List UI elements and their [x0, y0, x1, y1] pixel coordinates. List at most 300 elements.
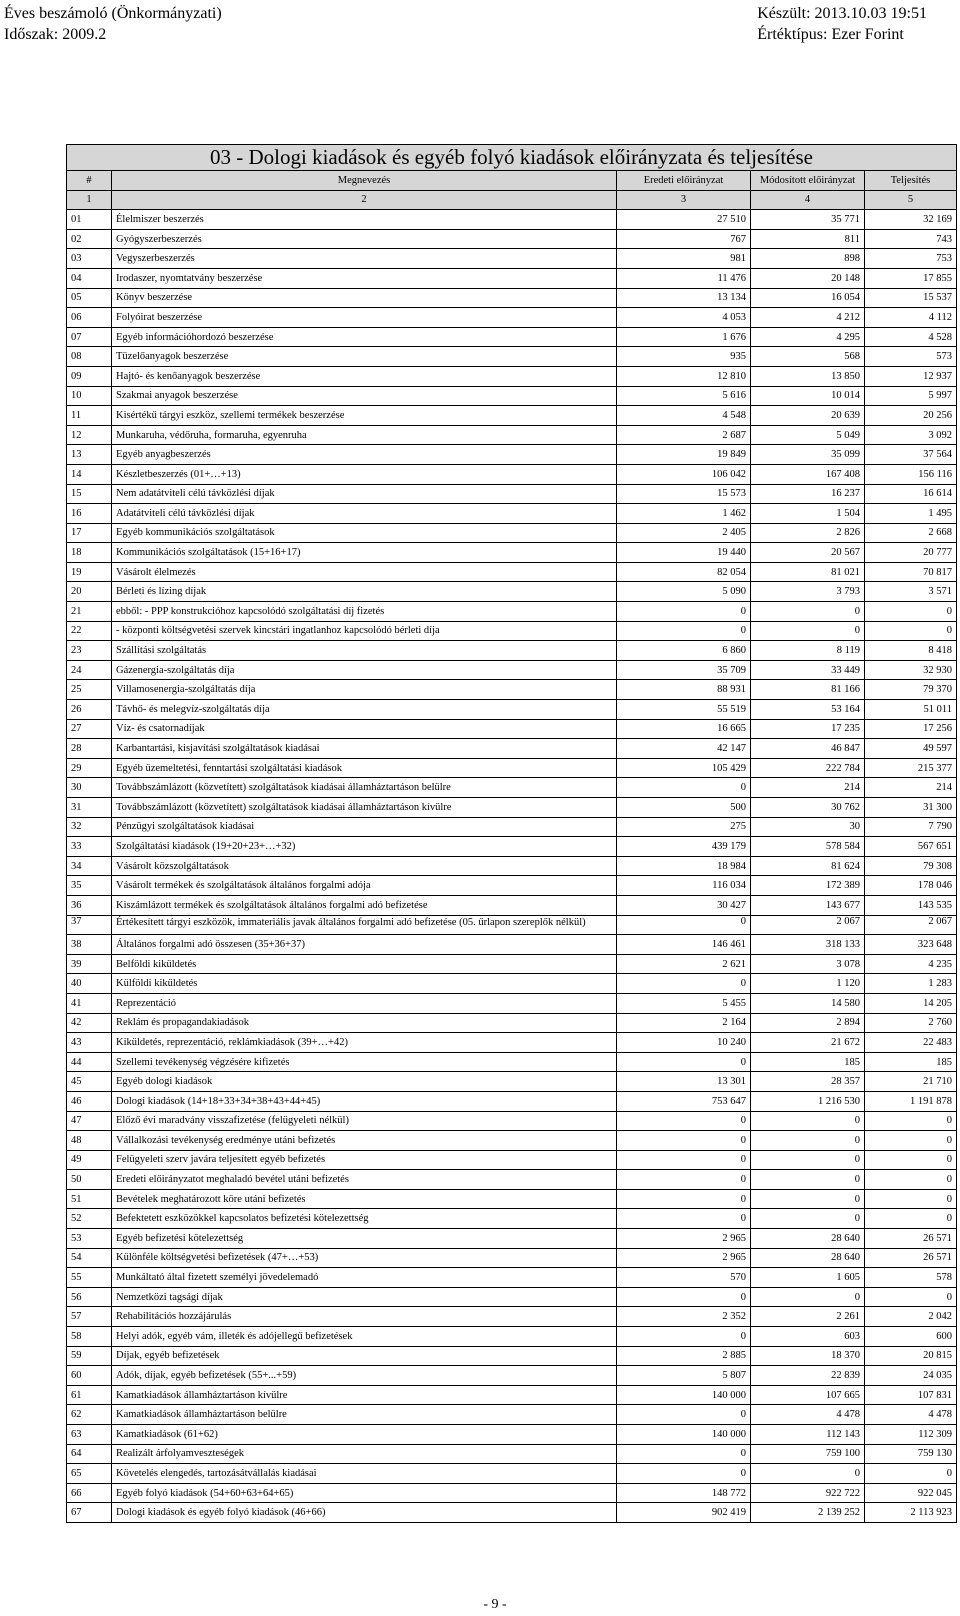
row-original-value: 439 179 [617, 837, 751, 857]
row-code: 17 [67, 523, 112, 543]
row-performance-value: 26 571 [865, 1248, 957, 1268]
row-code: 21 [67, 602, 112, 622]
table-row [67, 425, 957, 445]
table-row [67, 1425, 957, 1445]
row-performance-value: 24 035 [865, 1366, 957, 1386]
row-code: 16 [67, 504, 112, 524]
row-performance-value: 0 [865, 1287, 957, 1307]
row-original-value: 15 573 [617, 484, 751, 504]
column-header-code: # [67, 171, 112, 191]
row-name: Vállalkozási tevékenység eredménye utáni befizetés [112, 1131, 617, 1151]
row-code: 43 [67, 1033, 112, 1053]
row-code: 29 [67, 758, 112, 778]
row-original-value: 1 462 [617, 504, 751, 524]
row-code: 55 [67, 1268, 112, 1288]
row-original-value: 88 931 [617, 680, 751, 700]
row-original-value: 1 676 [617, 327, 751, 347]
row-code: 37 [67, 915, 112, 935]
row-code: 50 [67, 1170, 112, 1190]
row-performance-value: 14 205 [865, 993, 957, 1013]
row-name: Kiküldetés, reprezentáció, reklámkiadások (39+…+42) [112, 1033, 617, 1053]
table-row [67, 1444, 957, 1464]
column-number: 3 [617, 190, 751, 210]
value-type: Értéktípus: Ezer Forint [757, 26, 904, 43]
table-row [67, 288, 957, 308]
row-modified-value: 0 [751, 1209, 865, 1229]
row-code: 59 [67, 1346, 112, 1366]
row-name: Befektetett eszközökkel kapcsolatos befizetési kötelezettség [112, 1209, 617, 1229]
table-row [67, 464, 957, 484]
row-name: Vásárolt élelmezés [112, 562, 617, 582]
table-row [67, 347, 957, 367]
row-modified-value: 0 [751, 1287, 865, 1307]
row-code: 38 [67, 935, 112, 955]
row-modified-value: 14 580 [751, 993, 865, 1013]
row-original-value: 0 [617, 1327, 751, 1347]
row-modified-value: 0 [751, 621, 865, 641]
row-original-value: 27 510 [617, 210, 751, 230]
row-code: 60 [67, 1366, 112, 1386]
row-performance-value: 178 046 [865, 876, 957, 896]
row-name: Egyéb dologi kiadások [112, 1072, 617, 1092]
table-row [67, 504, 957, 524]
row-original-value: 0 [617, 1444, 751, 1464]
table-row [67, 895, 957, 915]
table-row [67, 1209, 957, 1229]
row-code: 15 [67, 484, 112, 504]
row-code: 23 [67, 641, 112, 661]
row-modified-value: 568 [751, 347, 865, 367]
row-modified-value: 2 067 [751, 915, 865, 935]
row-performance-value: 4 235 [865, 954, 957, 974]
row-original-value: 5 090 [617, 582, 751, 602]
row-performance-value: 600 [865, 1327, 957, 1347]
table-row [67, 1072, 957, 1092]
row-original-value: 19 440 [617, 543, 751, 563]
row-modified-value: 2 139 252 [751, 1503, 865, 1523]
row-performance-value: 215 377 [865, 758, 957, 778]
table-row [67, 993, 957, 1013]
row-name: Gázenergia-szolgáltatás díja [112, 660, 617, 680]
row-original-value: 2 965 [617, 1248, 751, 1268]
table-row [67, 837, 957, 857]
row-performance-value: 107 831 [865, 1385, 957, 1405]
row-modified-value: 20 639 [751, 406, 865, 426]
row-original-value: 0 [617, 1464, 751, 1484]
row-modified-value: 33 449 [751, 660, 865, 680]
row-name: Távhő- és melegvíz-szolgáltatás díja [112, 700, 617, 720]
row-performance-value: 17 256 [865, 719, 957, 739]
row-modified-value: 759 100 [751, 1444, 865, 1464]
row-name: - központi költségvetési szervek kincstári ingatlanhoz kapcsolódó bérleti díja [112, 621, 617, 641]
row-modified-value: 898 [751, 249, 865, 269]
row-name: Általános forgalmi adó összesen (35+36+37) [112, 935, 617, 955]
table-row [67, 700, 957, 720]
table-row [67, 210, 957, 230]
row-code: 05 [67, 288, 112, 308]
row-performance-value: 573 [865, 347, 957, 367]
table-row [67, 719, 957, 739]
row-modified-value: 17 235 [751, 719, 865, 739]
row-name: Tüzelőanyagok beszerzése [112, 347, 617, 367]
row-performance-value: 32 930 [865, 660, 957, 680]
row-name: Nem adatátviteli célú távközlési díjak [112, 484, 617, 504]
row-original-value: 902 419 [617, 1503, 751, 1523]
row-performance-value: 37 564 [865, 445, 957, 465]
row-original-value: 4 053 [617, 308, 751, 328]
table-row [67, 1405, 957, 1425]
row-code: 30 [67, 778, 112, 798]
row-name: Folyóirat beszerzése [112, 308, 617, 328]
column-number: 4 [751, 190, 865, 210]
table-row [67, 562, 957, 582]
row-performance-value: 2 113 923 [865, 1503, 957, 1523]
row-modified-value: 30 [751, 817, 865, 837]
row-performance-value: 323 648 [865, 935, 957, 955]
row-name: Díjak, egyéb befizetések [112, 1346, 617, 1366]
row-original-value: 4 548 [617, 406, 751, 426]
row-code: 54 [67, 1248, 112, 1268]
row-code: 20 [67, 582, 112, 602]
row-name: Adatátviteli célú távközlési díjak [112, 504, 617, 524]
row-modified-value: 112 143 [751, 1425, 865, 1445]
row-modified-value: 578 584 [751, 837, 865, 857]
row-name: Bérleti és lízing díjak [112, 582, 617, 602]
row-modified-value: 1 504 [751, 504, 865, 524]
row-performance-value: 578 [865, 1268, 957, 1288]
row-performance-value: 4 528 [865, 327, 957, 347]
row-code: 47 [67, 1111, 112, 1131]
row-performance-value: 31 300 [865, 798, 957, 818]
table-row [67, 915, 957, 935]
row-name: Karbantartási, kisjavítási szolgáltatások kiadásai [112, 739, 617, 759]
table-row [67, 484, 957, 504]
row-name: Élelmiszer beszerzés [112, 210, 617, 230]
row-original-value: 2 352 [617, 1307, 751, 1327]
row-modified-value: 2 826 [751, 523, 865, 543]
row-code: 42 [67, 1013, 112, 1033]
row-original-value: 0 [617, 1150, 751, 1170]
row-modified-value: 30 762 [751, 798, 865, 818]
row-original-value: 0 [617, 602, 751, 622]
row-performance-value: 17 855 [865, 268, 957, 288]
row-name: Kommunikációs szolgáltatások (15+16+17) [112, 543, 617, 563]
row-name: Dologi kiadások (14+18+33+34+38+43+44+45) [112, 1091, 617, 1111]
row-modified-value: 3 793 [751, 582, 865, 602]
row-performance-value: 3 571 [865, 582, 957, 602]
row-name: Kamatkiadások (61+62) [112, 1425, 617, 1445]
row-original-value: 5 616 [617, 386, 751, 406]
row-modified-value: 3 078 [751, 954, 865, 974]
row-performance-value: 0 [865, 1170, 957, 1190]
table-row [67, 523, 957, 543]
table-row [67, 798, 957, 818]
row-original-value: 106 042 [617, 464, 751, 484]
row-original-value: 981 [617, 249, 751, 269]
row-code: 46 [67, 1091, 112, 1111]
row-original-value: 570 [617, 1268, 751, 1288]
row-name: Helyi adók, egyéb vám, illeték és adójellegű befizetések [112, 1327, 617, 1347]
row-performance-value: 759 130 [865, 1444, 957, 1464]
column-number-row [67, 190, 957, 210]
row-modified-value: 167 408 [751, 464, 865, 484]
row-performance-value: 0 [865, 1189, 957, 1209]
row-modified-value: 0 [751, 602, 865, 622]
row-performance-value: 2 668 [865, 523, 957, 543]
table-row [67, 1268, 957, 1288]
row-name: Kiszámlázott termékek és szolgáltatások általános forgalmi adó befizetése [112, 895, 617, 915]
row-original-value: 30 427 [617, 895, 751, 915]
row-modified-value: 1 605 [751, 1268, 865, 1288]
row-performance-value: 112 309 [865, 1425, 957, 1445]
row-performance-value: 20 777 [865, 543, 957, 563]
row-code: 11 [67, 406, 112, 426]
table-row [67, 641, 957, 661]
row-name: Eredeti előirányzatot meghaladó bevétel utáni befizetés [112, 1170, 617, 1190]
row-original-value: 35 709 [617, 660, 751, 680]
row-performance-value: 143 535 [865, 895, 957, 915]
row-performance-value: 4 112 [865, 308, 957, 328]
row-name: Munkáltató által fizetett személyi jövedelemadó [112, 1268, 617, 1288]
row-performance-value: 1 495 [865, 504, 957, 524]
report-table [66, 144, 957, 1523]
row-modified-value: 81 021 [751, 562, 865, 582]
row-original-value: 140 000 [617, 1385, 751, 1405]
row-original-value: 13 301 [617, 1072, 751, 1092]
row-original-value: 2 687 [617, 425, 751, 445]
row-code: 19 [67, 562, 112, 582]
row-code: 33 [67, 837, 112, 857]
row-name: Reklám és propagandakiadások [112, 1013, 617, 1033]
column-header-row [67, 171, 957, 191]
row-original-value: 19 849 [617, 445, 751, 465]
row-code: 62 [67, 1405, 112, 1425]
row-performance-value: 21 710 [865, 1072, 957, 1092]
table-row [67, 543, 957, 563]
table-row [67, 229, 957, 249]
row-name: Egyéb anyagbeszerzés [112, 445, 617, 465]
created-timestamp: Készült: 2013.10.03 19:51 [757, 5, 927, 22]
table-row [67, 1111, 957, 1131]
table-row [67, 1307, 957, 1327]
row-performance-value: 0 [865, 1150, 957, 1170]
row-original-value: 2 965 [617, 1229, 751, 1249]
row-performance-value: 2 067 [865, 915, 957, 935]
table-row [67, 778, 957, 798]
row-performance-value: 743 [865, 229, 957, 249]
row-performance-value: 0 [865, 1111, 957, 1131]
row-name: Szállítási szolgáltatás [112, 641, 617, 661]
row-performance-value: 185 [865, 1052, 957, 1072]
row-name: Szellemi tevékenység végzésére kifizetés [112, 1052, 617, 1072]
row-performance-value: 567 651 [865, 837, 957, 857]
row-code: 61 [67, 1385, 112, 1405]
row-original-value: 0 [617, 1287, 751, 1307]
row-code: 63 [67, 1425, 112, 1445]
row-name: Szakmai anyagok beszerzése [112, 386, 617, 406]
row-modified-value: 185 [751, 1052, 865, 1072]
row-performance-value: 4 478 [865, 1405, 957, 1425]
table-row [67, 1366, 957, 1386]
row-modified-value: 35 099 [751, 445, 865, 465]
row-name: Kisértékű tárgyi eszköz, szellemi termékek beszerzése [112, 406, 617, 426]
table-row [67, 680, 957, 700]
row-original-value: 935 [617, 347, 751, 367]
row-performance-value: 79 370 [865, 680, 957, 700]
row-name: Felügyeleti szerv javára teljesített egyéb befizetés [112, 1150, 617, 1170]
row-modified-value: 35 771 [751, 210, 865, 230]
row-modified-value: 46 847 [751, 739, 865, 759]
row-original-value: 0 [617, 1405, 751, 1425]
table-row [67, 445, 957, 465]
row-modified-value: 81 624 [751, 856, 865, 876]
row-original-value: 0 [617, 1131, 751, 1151]
table-row [67, 1033, 957, 1053]
page-number: - 9 - [483, 1597, 507, 1612]
row-code: 27 [67, 719, 112, 739]
row-modified-value: 222 784 [751, 758, 865, 778]
table-row [67, 366, 957, 386]
row-performance-value: 922 045 [865, 1483, 957, 1503]
row-name: Egyéb folyó kiadások (54+60+63+64+65) [112, 1483, 617, 1503]
row-performance-value: 2 042 [865, 1307, 957, 1327]
row-code: 51 [67, 1189, 112, 1209]
report-header-left [4, 3, 222, 45]
row-original-value: 0 [617, 974, 751, 994]
table-row [67, 954, 957, 974]
row-code: 22 [67, 621, 112, 641]
table-row [67, 935, 957, 955]
row-performance-value: 79 308 [865, 856, 957, 876]
row-performance-value: 214 [865, 778, 957, 798]
row-code: 48 [67, 1131, 112, 1151]
row-performance-value: 156 116 [865, 464, 957, 484]
table-row [67, 249, 957, 269]
row-modified-value: 143 677 [751, 895, 865, 915]
row-original-value: 82 054 [617, 562, 751, 582]
row-name: Munkaruha, védőruha, formaruha, egyenruha [112, 425, 617, 445]
row-modified-value: 81 166 [751, 680, 865, 700]
row-performance-value: 753 [865, 249, 957, 269]
row-original-value: 0 [617, 1170, 751, 1190]
table-row [67, 1091, 957, 1111]
row-name: Víz- és csatornadíjak [112, 719, 617, 739]
row-modified-value: 214 [751, 778, 865, 798]
row-original-value: 2 885 [617, 1346, 751, 1366]
table-row [67, 1013, 957, 1033]
row-original-value: 0 [617, 915, 751, 935]
row-modified-value: 4 478 [751, 1405, 865, 1425]
column-header-original: Eredeti előirányzat [617, 171, 751, 191]
row-original-value: 0 [617, 1189, 751, 1209]
row-name: Különféle költségvetési befizetések (47+…+53) [112, 1248, 617, 1268]
table-row [67, 974, 957, 994]
row-performance-value: 49 597 [865, 739, 957, 759]
row-performance-value: 5 997 [865, 386, 957, 406]
row-original-value: 753 647 [617, 1091, 751, 1111]
row-original-value: 2 621 [617, 954, 751, 974]
row-performance-value: 22 483 [865, 1033, 957, 1053]
row-original-value: 42 147 [617, 739, 751, 759]
row-modified-value: 21 672 [751, 1033, 865, 1053]
row-name: Kamatkiadások államháztartáson belülre [112, 1405, 617, 1425]
row-code: 18 [67, 543, 112, 563]
row-modified-value: 811 [751, 229, 865, 249]
row-name: Vegyszerbeszerzés [112, 249, 617, 269]
report-period: Időszak: 2009.2 [4, 26, 107, 43]
row-performance-value: 20 815 [865, 1346, 957, 1366]
table-row [67, 327, 957, 347]
row-performance-value: 70 817 [865, 562, 957, 582]
row-code: 01 [67, 210, 112, 230]
row-modified-value: 0 [751, 1464, 865, 1484]
row-name: Szolgáltatási kiadások (19+20+23+…+32) [112, 837, 617, 857]
row-name: Továbbszámlázott (közvetített) szolgáltatások kiadásai államháztartáson kívülre [112, 798, 617, 818]
table-body [67, 210, 957, 1523]
row-code: 31 [67, 798, 112, 818]
table-row [67, 739, 957, 759]
row-performance-value: 3 092 [865, 425, 957, 445]
table-row [67, 1229, 957, 1249]
table-row [67, 1464, 957, 1484]
row-name: Könyv beszerzése [112, 288, 617, 308]
row-code: 39 [67, 954, 112, 974]
row-performance-value: 0 [865, 1464, 957, 1484]
row-modified-value: 28 640 [751, 1229, 865, 1249]
table-row [67, 1346, 957, 1366]
row-modified-value: 18 370 [751, 1346, 865, 1366]
row-performance-value: 26 571 [865, 1229, 957, 1249]
row-name: Villamosenergia-szolgáltatás díja [112, 680, 617, 700]
row-code: 34 [67, 856, 112, 876]
row-name: ebből: - PPP konstrukcióhoz kapcsolódó szolgáltatási díj fizetés [112, 602, 617, 622]
row-performance-value: 20 256 [865, 406, 957, 426]
row-performance-value: 1 283 [865, 974, 957, 994]
table-row [67, 1170, 957, 1190]
row-performance-value: 15 537 [865, 288, 957, 308]
row-code: 26 [67, 700, 112, 720]
row-name: Vásárolt termékek és szolgáltatások általános forgalmi adója [112, 876, 617, 896]
row-code: 12 [67, 425, 112, 445]
row-code: 24 [67, 660, 112, 680]
table-row [67, 582, 957, 602]
row-modified-value: 28 357 [751, 1072, 865, 1092]
table-row [67, 621, 957, 641]
row-modified-value: 16 237 [751, 484, 865, 504]
row-performance-value: 1 191 878 [865, 1091, 957, 1111]
row-modified-value: 0 [751, 1189, 865, 1209]
row-modified-value: 603 [751, 1327, 865, 1347]
row-code: 07 [67, 327, 112, 347]
row-code: 04 [67, 268, 112, 288]
column-header-name: Megnevezés [112, 171, 617, 191]
row-modified-value: 1 216 530 [751, 1091, 865, 1111]
row-modified-value: 20 567 [751, 543, 865, 563]
row-modified-value: 0 [751, 1111, 865, 1131]
row-original-value: 767 [617, 229, 751, 249]
table-row [67, 817, 957, 837]
row-name: Egyéb befizetési kötelezettség [112, 1229, 617, 1249]
row-name: Külföldi kiküldetés [112, 974, 617, 994]
row-name: Egyéb kommunikációs szolgáltatások [112, 523, 617, 543]
table-row [67, 1327, 957, 1347]
row-modified-value: 4 212 [751, 308, 865, 328]
row-code: 40 [67, 974, 112, 994]
row-name: Bevételek meghatározott köre utáni befizetés [112, 1189, 617, 1209]
row-original-value: 16 665 [617, 719, 751, 739]
row-modified-value: 0 [751, 1131, 865, 1151]
row-code: 36 [67, 895, 112, 915]
